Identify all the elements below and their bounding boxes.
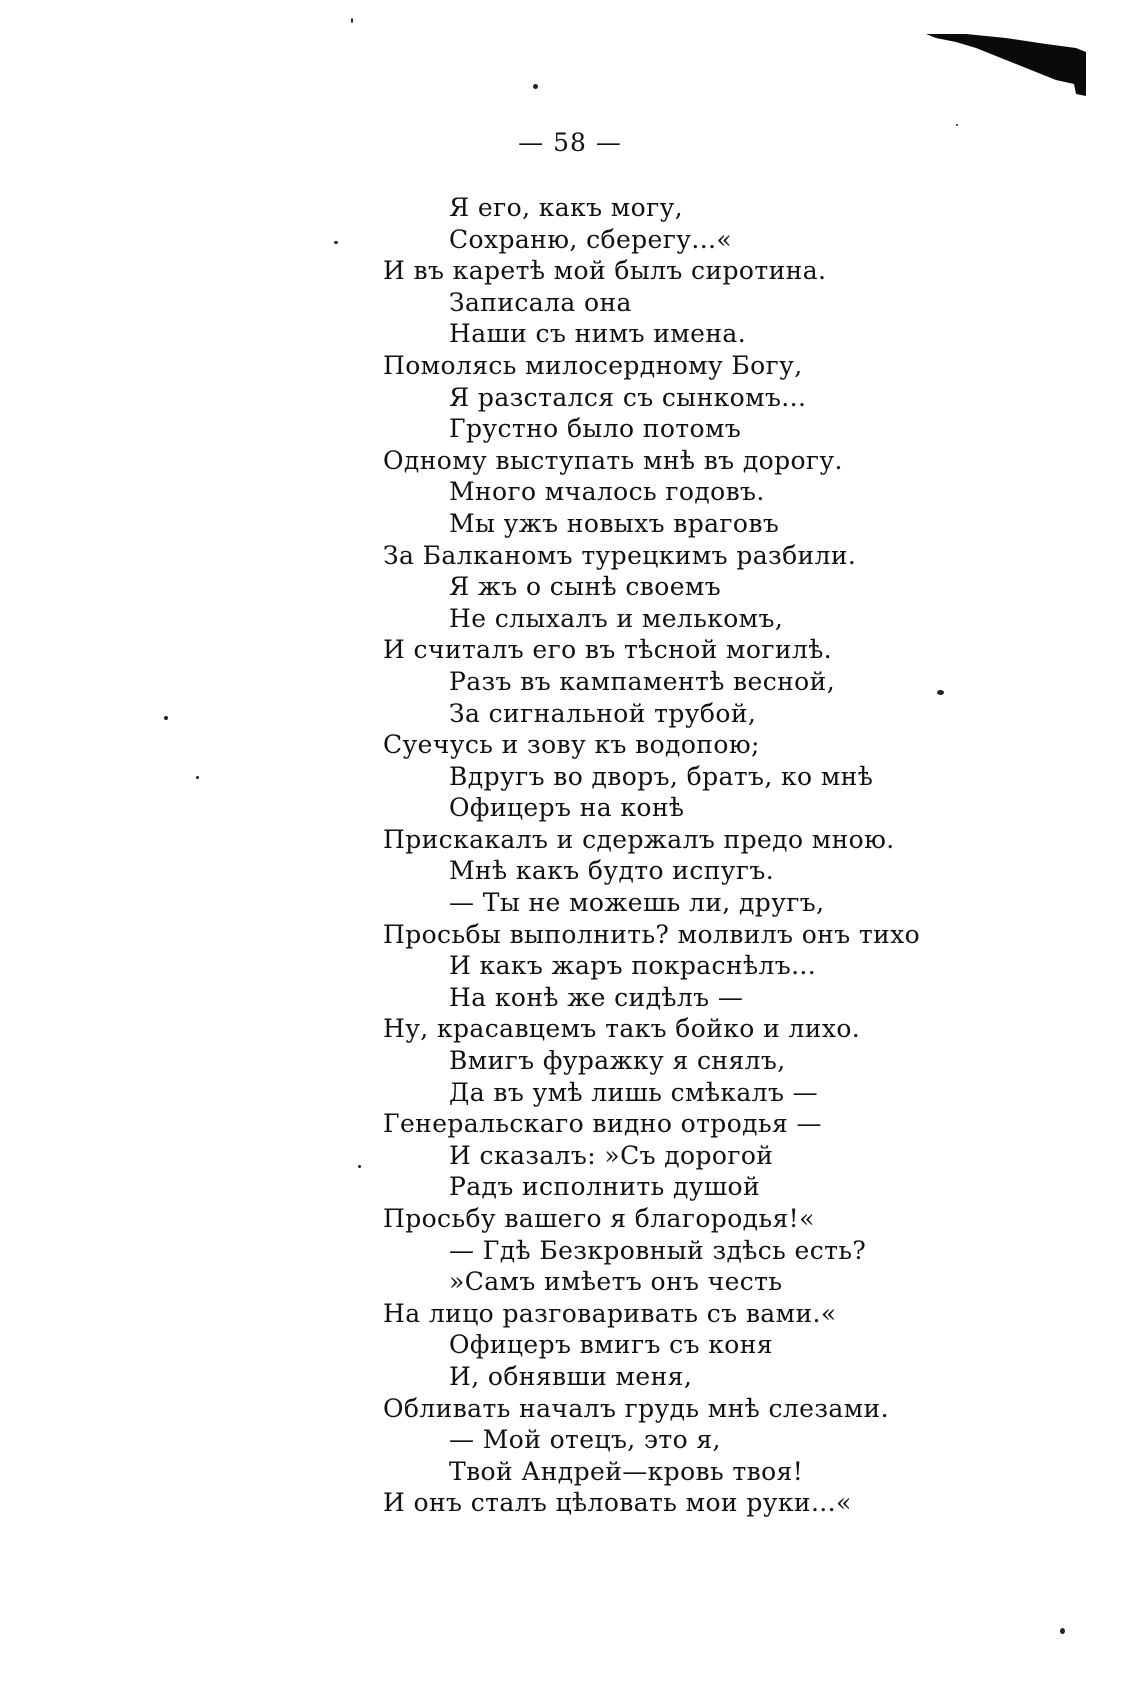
dust-speck (196, 776, 199, 779)
poem-line: И какъ жаръ покраснѣлъ... (449, 951, 817, 981)
poem-line: Генеральскаго видно отродья — (383, 1109, 822, 1139)
poem-line: Офицеръ вмигъ съ коня (449, 1330, 773, 1360)
poem-line: »Самъ имѣетъ онъ честь (449, 1267, 783, 1297)
poem-line: Да въ умѣ лишь смѣкалъ — (449, 1077, 819, 1107)
poem-line: И сказалъ: »Съ дорогой (449, 1140, 774, 1170)
poem-line: И считалъ его въ тѣсной могилѣ. (383, 635, 833, 665)
poem-line: Офицеръ на конѣ (449, 793, 685, 823)
dust-speck (164, 716, 168, 720)
poem-line: Радъ исполнить душой (449, 1172, 761, 1202)
poem-line: Ну, красавцемъ такъ бойко и лихо. (383, 1014, 861, 1044)
poem-line: — Ты не можешь ли, другъ, (449, 888, 825, 918)
dust-speck (351, 18, 353, 23)
poem-line: Твой Андрей—кровь твоя! (449, 1456, 804, 1486)
poem-line: Сохраню, сберегу...« (449, 224, 733, 254)
poem-line: Вмигъ фуражку я снялъ, (449, 1046, 786, 1076)
dust-speck (956, 124, 958, 126)
poem-line: Разъ въ кампаментѣ весной, (449, 666, 836, 696)
page-number: — 58 — (518, 128, 622, 157)
poem-line: Я жъ о сынѣ своемъ (449, 572, 722, 602)
poem-line: Обливать началъ грудь мнѣ слезами. (383, 1393, 889, 1423)
poem-line: И, обнявши меня, (449, 1361, 693, 1391)
poem-line: Вдругъ во дворъ, братъ, ко мнѣ (449, 761, 874, 791)
poem-line: Наши съ нимъ имена. (449, 319, 747, 349)
poem-line: Много мчалось годовъ. (449, 477, 765, 507)
poem-line: За сигнальной трубой, (449, 698, 757, 728)
dust-speck (358, 1165, 361, 1168)
poem-line: — Мой отецъ, это я, (449, 1425, 721, 1455)
poem-line: Просьбу вашего я благородья!« (383, 1204, 815, 1233)
poem-line: На конѣ же сидѣлъ — (449, 982, 744, 1012)
poem-line: Мнѣ какъ будто испугъ. (449, 856, 775, 886)
poem-line: Мы ужъ новыхъ враговъ (449, 508, 780, 538)
poem-line: На лицо разговаривать съ вами.« (383, 1298, 837, 1328)
poem-line: Я его, какъ могу, (449, 193, 684, 222)
poem-text (383, 192, 943, 1519)
poem-line: Я разстался съ сынкомъ... (449, 382, 807, 412)
poem-line: Суечусь и зову къ водопою; (383, 730, 760, 760)
poem-line: Одному выступать мнѣ въ дорогу. (383, 445, 843, 475)
dust-speck (1060, 1628, 1065, 1634)
scan-edge-mark (926, 26, 1086, 96)
poem-line: Помолясь милосердному Богу, (383, 350, 803, 380)
poem-line: И въ каретѣ мой былъ сиротина. (383, 256, 827, 286)
poem-line: Не слыхалъ и мелькомъ, (449, 603, 784, 633)
poem-line: За Балканомъ турецкимъ разбили. (383, 540, 857, 570)
poem-line: Записала она (449, 287, 632, 317)
poem-line: Просьбы выполнить? молвилъ онъ тихо (383, 919, 921, 949)
dust-speck (334, 241, 338, 244)
poem-line: — Гдѣ Безкровный здѣсь есть? (449, 1235, 867, 1265)
poem-line: Прискакалъ и сдержалъ предо мною. (383, 824, 895, 854)
poem-line: И онъ сталъ цѣловать мои руки...« (383, 1488, 852, 1518)
dust-speck (533, 84, 538, 89)
poem-line: Грустно было потомъ (449, 414, 742, 444)
